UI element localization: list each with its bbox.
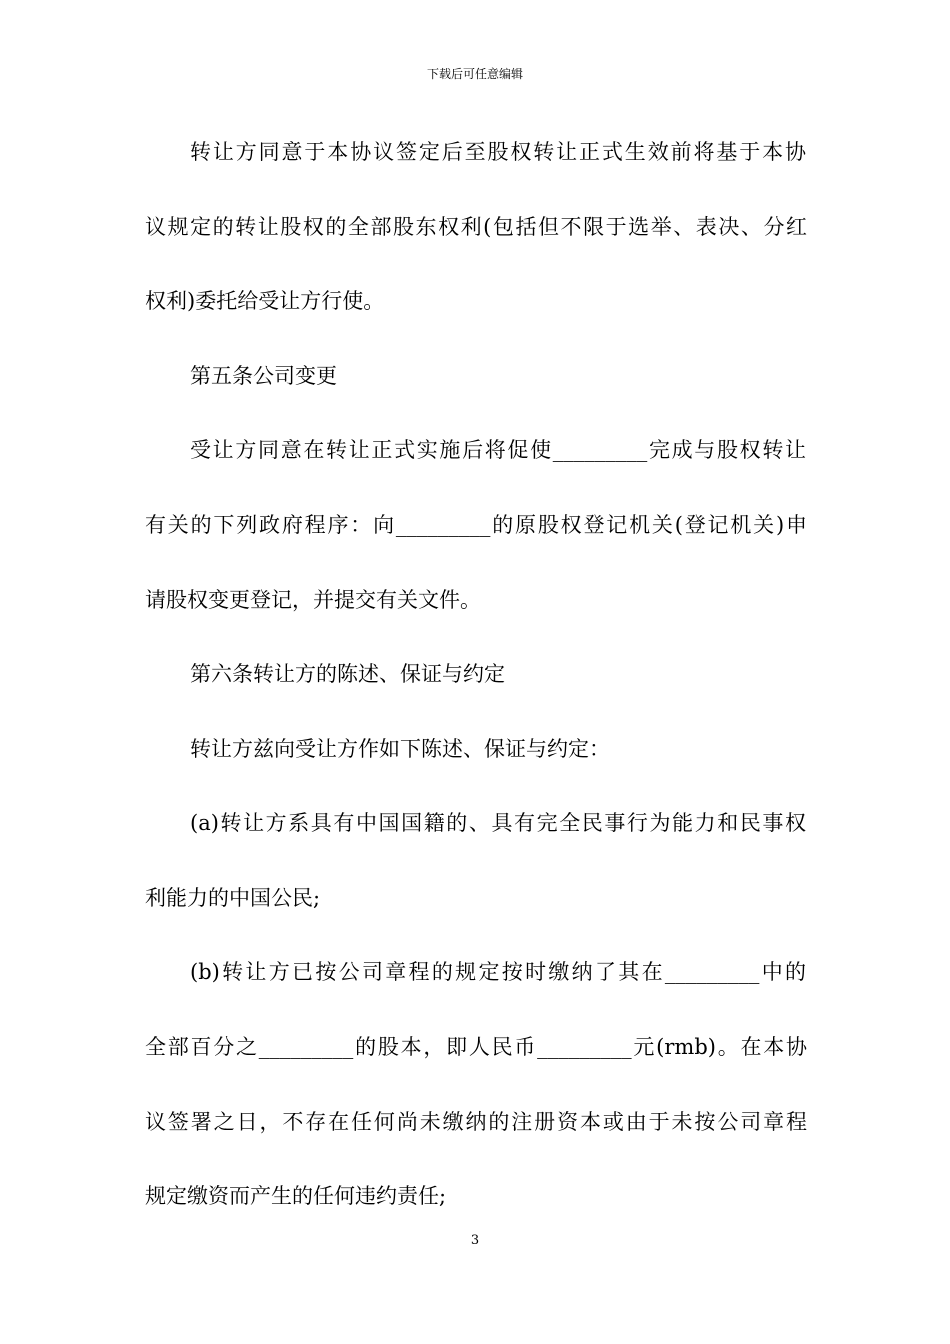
paragraph-line: 有关的下列政府程序：向_________的原股权登记机关(登记机关)申 [145,513,807,537]
paragraph-line: 权利)委托给受让方行使。 [145,289,385,313]
paragraph-line: 请股权变更登记，并提交有关文件。 [145,588,481,612]
paragraph-line: (b)转让方已按公司章程的规定按时缴纳了其在_________中的 [190,960,806,984]
paragraph-line: 利能力的中国公民; [145,886,321,910]
paragraph-line: 议签署之日，不存在任何尚未缴纳的注册资本或由于未按公司章程 [145,1110,807,1134]
section-heading: 第五条公司变更 [190,364,337,388]
paragraph-line: 规定缴资而产生的任何违约责任; [145,1184,447,1208]
paragraph-line: 转让方同意于本协议签定后至股权转让正式生效前将基于本协 [190,140,806,164]
paragraph-line: 转让方兹向受让方作如下陈述、保证与约定： [190,737,610,761]
paragraph-line: 受让方同意在转让正式实施后将促使_________完成与股权转让 [190,438,806,462]
paragraph-line: 议规定的转让股权的全部股东权利(包括但不限于选举、表决、分红 [145,215,807,239]
paragraph-line: (a)转让方系具有中国国籍的、具有完全民事行为能力和民事权 [190,811,806,835]
paragraph-line: 全部百分之_________的股本，即人民币_________元(rmb)。在本协 [145,1035,807,1059]
page-header: 下载后可任意编辑 [426,67,523,81]
page-number: 3 [470,1233,480,1248]
section-heading: 第六条转让方的陈述、保证与约定 [190,662,505,686]
